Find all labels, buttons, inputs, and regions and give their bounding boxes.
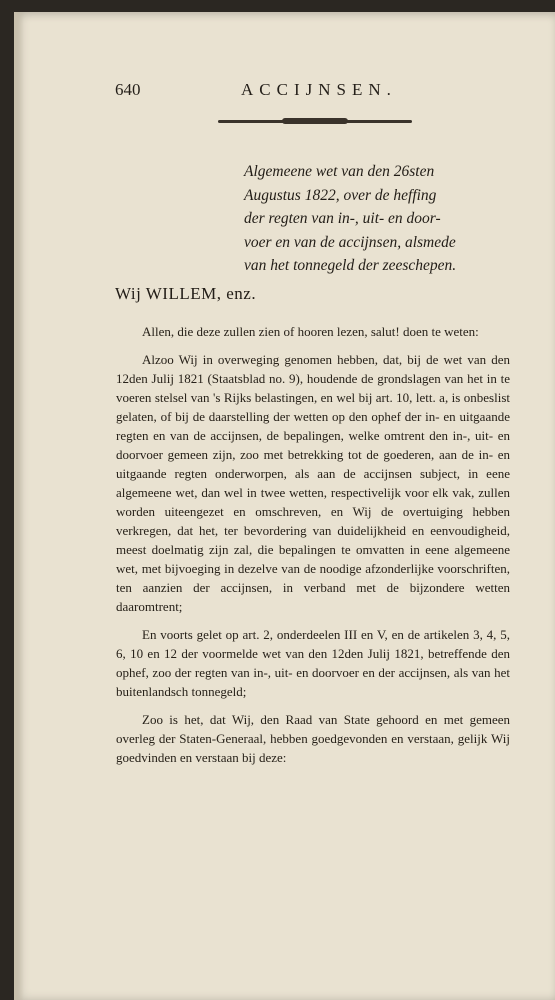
- title-line: voer en van de accijnsen, alsmede: [244, 233, 456, 251]
- paragraph: En voorts gelet op art. 2, onderdeelen III en V, en de artikelen 3, 4, 5, 6, 10 en 12 der voormelde wet van den 12den Julij 1821, betreffende den ophef, zoo der regten van in-, uit- en doorvoer en der accijnsen, als van het buitenlandsch tonnegeld;: [116, 627, 510, 699]
- page-number: 640: [115, 80, 141, 99]
- title-line: der regten van in-, uit- en door-: [244, 210, 441, 227]
- body-text: [116, 322, 510, 776]
- paragraph: Zoo is het, dat Wij, den Raad van State gehoord en met gemeen overleg der Staten-Generaal, hebben goedgevonden en verstaan, gelijk Wij goedvinden en verstaan bij deze:: [116, 712, 510, 765]
- title-line: Algemeene wet van den 26sten: [244, 163, 435, 180]
- law-title: [244, 160, 514, 278]
- paragraph: Alzoo Wij in overweging genomen hebben, dat, bij de wet van den 12den Julij 1821 (Staatsblad no. 9), houdende de grondslagen van het in te voeren stelsel van 's Rijks belastingen, en wel bij art. 10, lett. a, is onbeslist gelaten, of bij de daarstelling der wetten op den ophef der in- en uitgaande regten en van de accijnsen, de bepalingen, welke omtrent den in-, uit- en doorvoer gemeen zijn, zoo met betrekking tot de goederen, aan de in- en uitgaande regten onderworpen, als aan de accijnsen subject, in eene algemeene wet, dan wel in twee wetten, respectivelijk voor elk vak, zullen worden uiteengezet en omschreven, en Wij de overtuiging hebben verkregen, dat het, ter bevordering van duidelijkheid en eenvoudigheid, meest doelmatig zijn zal, die bepalingen te omvatten in eene algemeene wet, met bijvoeging in dezelve van de noodige afzonderlijke voorschriften, ten aanzien der accijnsen, in verband met de bijzondere wetten daaromtrent;: [116, 352, 510, 614]
- decorative-rule-center: [282, 118, 348, 124]
- page-gutter-shadow: [14, 12, 24, 1000]
- opening-formula: Wij WILLEM, enz.: [115, 284, 257, 303]
- paragraph: Allen, die deze zullen zien of hooren lezen, salut! doen te weten:: [142, 324, 479, 339]
- page-header: [115, 80, 415, 104]
- running-head: ACCIJNSEN.: [241, 80, 397, 99]
- title-line: van het tonnegeld der zeeschepen.: [244, 257, 457, 274]
- title-line: Augustus 1822, over de heffing: [244, 186, 437, 204]
